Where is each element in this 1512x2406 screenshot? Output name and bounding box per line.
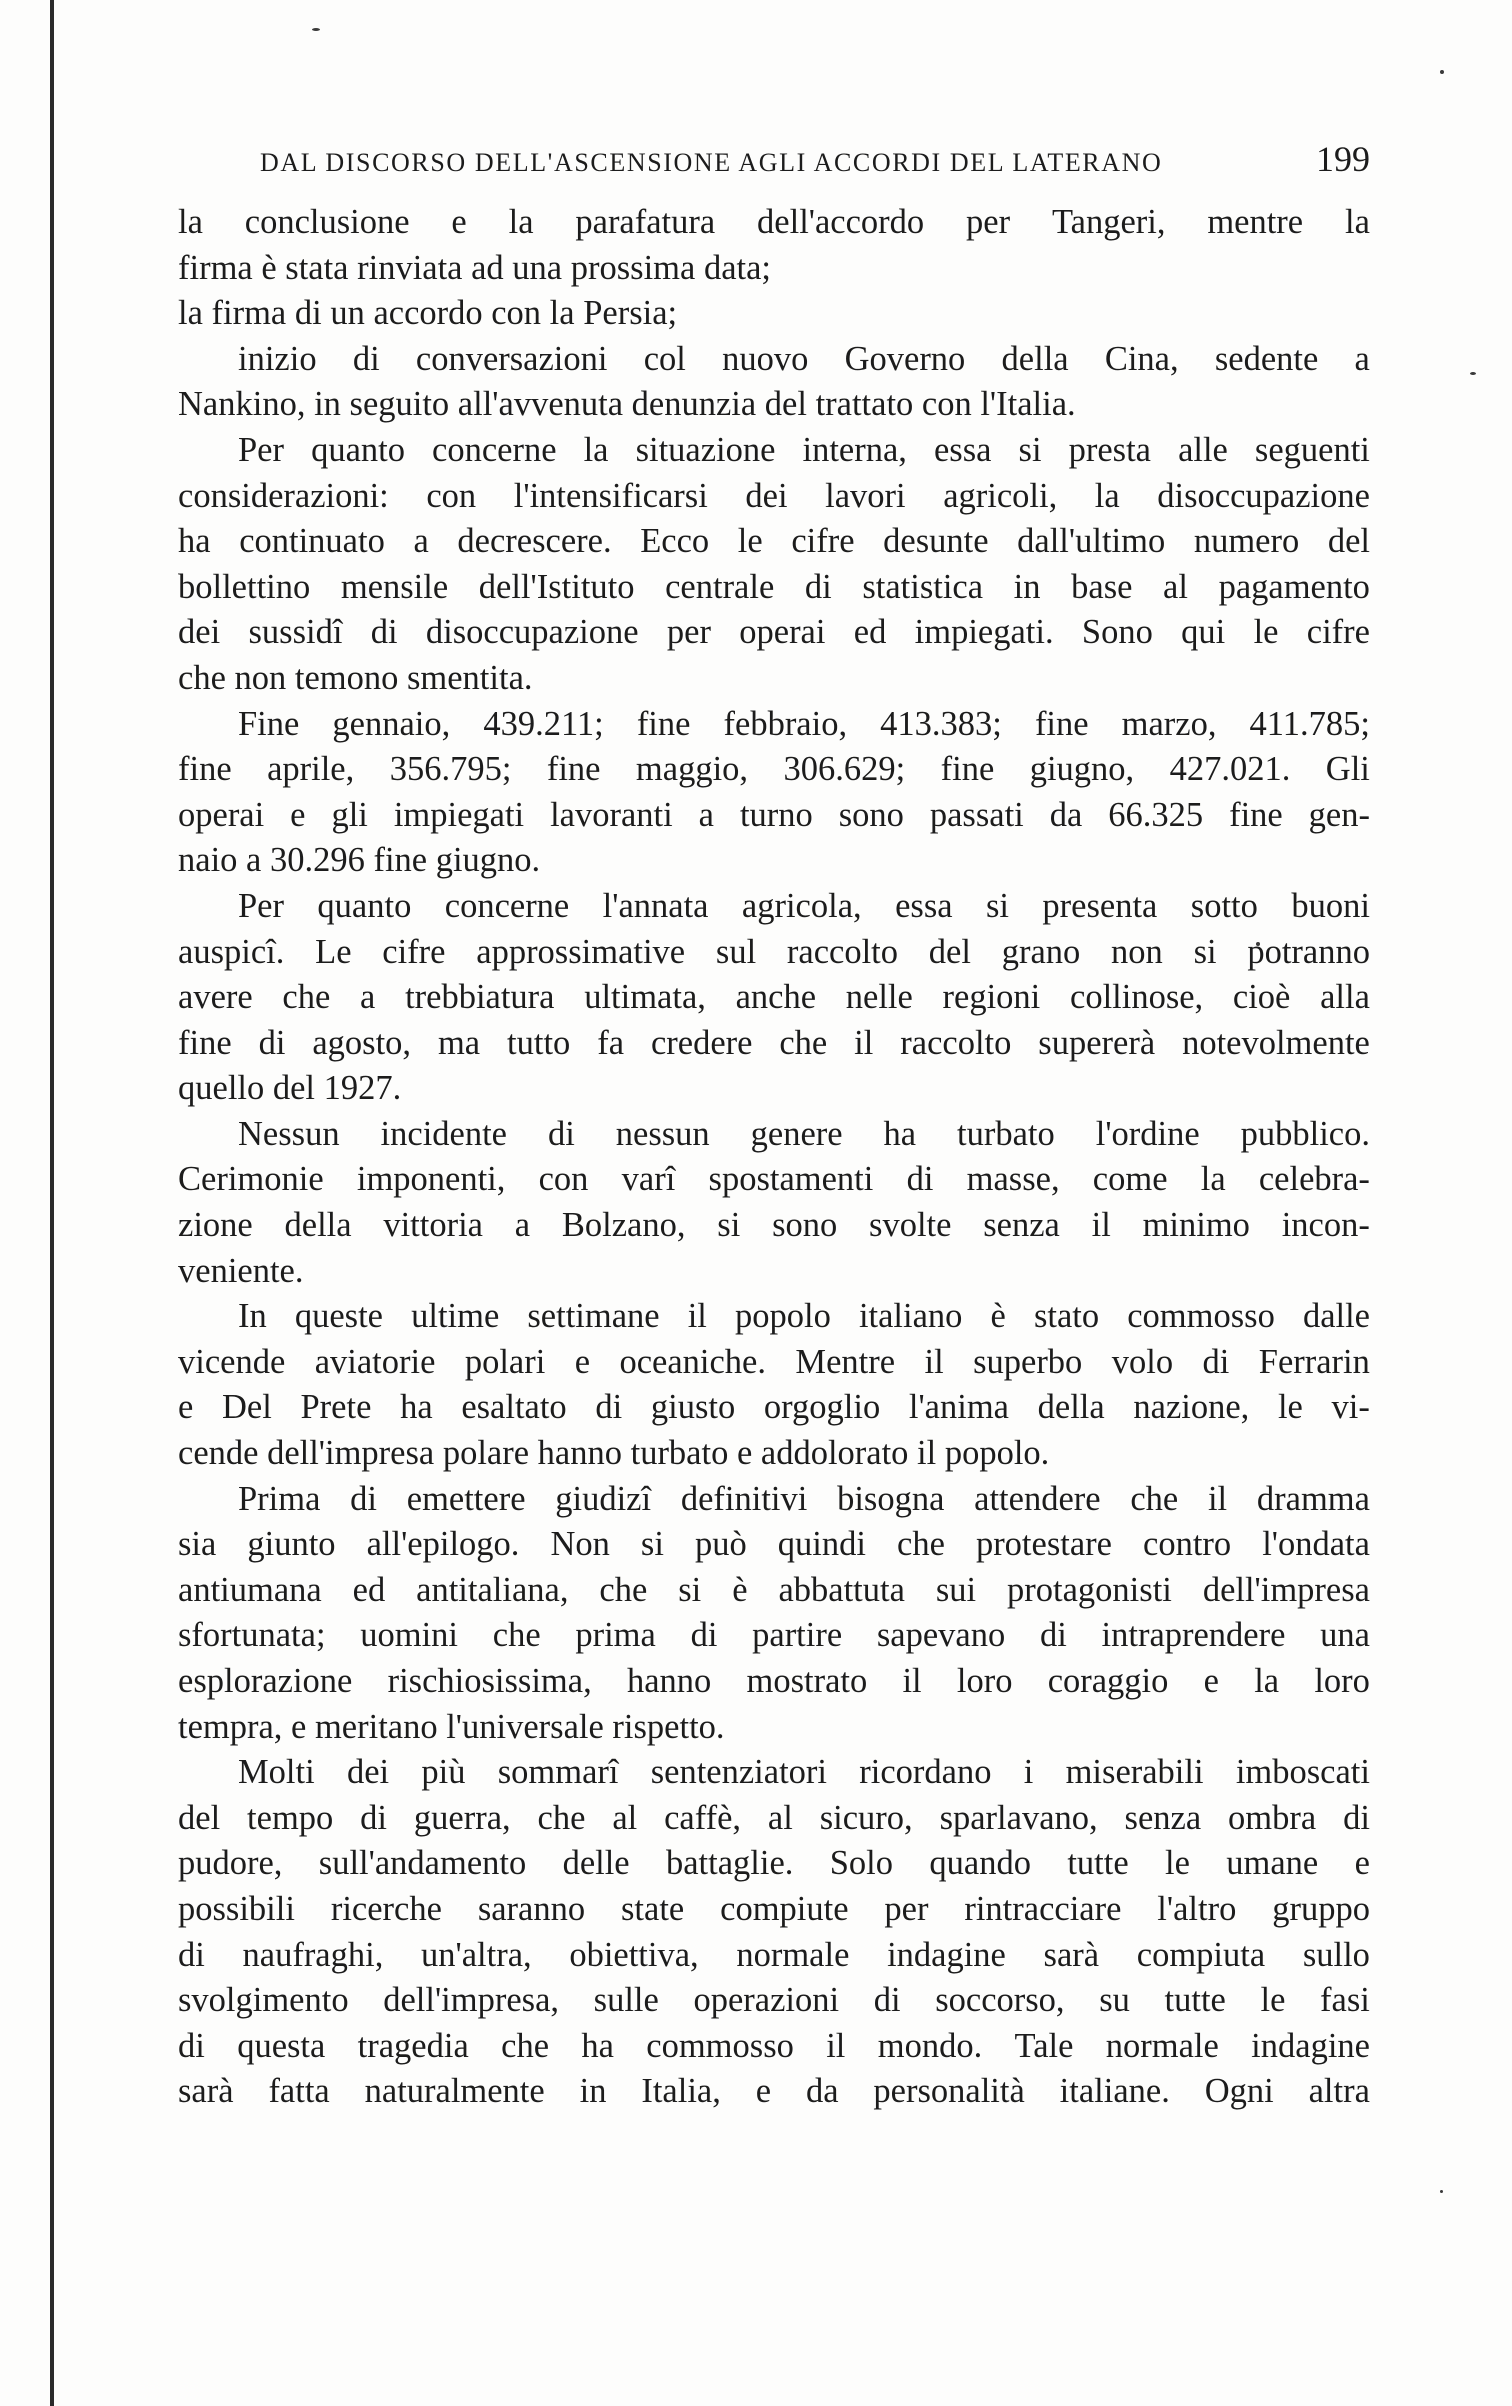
text-line: Cerimonie imponenti, con varî spostamenti di masse, come la celebra-: [178, 1160, 1370, 1199]
text-line: pudore, sull'andamento delle battaglie. Solo quando tutte le umane e: [178, 1844, 1370, 1883]
scan-speck: [1470, 372, 1476, 375]
text-line: sarà fatta naturalmente in Italia, e da personalità italiane. Ogni altra: [178, 2072, 1370, 2111]
text-line: In queste ultime settimane il popolo italiano è stato commosso dalle: [238, 1297, 1370, 1336]
text-line: Nessun incidente di nessun genere ha turbato l'ordine pubblico.: [238, 1114, 1370, 1153]
text-line: fine aprile, 356.795; fine maggio, 306.629; fine giugno, 427.021. Gli: [178, 750, 1370, 789]
text-line: considerazioni: con l'intensificarsi dei lavori agricoli, la disoccupazione: [178, 476, 1370, 515]
text-line: vicende aviatorie polari e oceaniche. Mentre il superbo volo di Ferrarin: [178, 1342, 1370, 1381]
text-line: cende dell'impresa polare hanno turbato e addolorato il popolo.: [178, 1434, 1050, 1473]
text-line: fine di agosto, ma tutto fa credere che il raccolto supererà notevolmente: [178, 1023, 1370, 1062]
text-line: Nankino, in seguito all'avvenuta denunzia del trattato con l'Italia.: [178, 385, 1076, 424]
text-line: del tempo di guerra, che al caffè, al sicuro, sparlavano, senza ombra di: [178, 1798, 1370, 1837]
text-line: tempra, e meritano l'universale rispetto.: [178, 1707, 725, 1746]
text-line: auspicî. Le cifre approssimative sul raccolto del grano non si potranno: [178, 932, 1370, 971]
text-line: firma è stata rinviata ad una prossima data;: [178, 248, 771, 287]
text-line: quello del 1927.: [178, 1069, 402, 1108]
text-line: dei sussidî di disoccupazione per operai ed impiegati. Sono qui le cifre: [178, 613, 1370, 652]
page-number: 199: [1316, 139, 1370, 179]
text-line: possibili ricerche saranno state compiute per rintracciare l'altro gruppo: [178, 1889, 1370, 1928]
text-line: che non temono smentita.: [178, 658, 533, 697]
text-line: inizio di conversazioni col nuovo Governo della Cina, sedente a: [238, 339, 1370, 378]
text-line: la firma di un accordo con la Persia;: [178, 294, 678, 333]
text-line: Fine gennaio, 439.211; fine febbraio, 413.383; fine marzo, 411.785;: [238, 704, 1370, 743]
text-line: e Del Prete ha esaltato di giusto orgoglio l'anima della nazione, le vi-: [178, 1388, 1370, 1427]
scan-speck: [1440, 70, 1444, 74]
text-line: zione della vittoria a Bolzano, si sono svolte senza il minimo incon-: [178, 1206, 1370, 1245]
text-line: ha continuato a decrescere. Ecco le cifre desunte dall'ultimo numero del: [178, 522, 1370, 561]
binding-edge-line: [50, 0, 54, 2406]
text-line: di naufraghi, un'altra, obiettiva, normale indagine sarà compiuta sullo: [178, 1935, 1370, 1974]
running-title: DAL DISCORSO DELL'ASCENSIONE AGLI ACCORDI DEL LATERANO: [260, 148, 1163, 177]
text-line: avere che a trebbiatura ultimata, anche nelle regioni collinose, cioè alla: [178, 978, 1370, 1017]
text-line: Molti dei più sommarî sentenziatori ricordano i miserabili imboscati: [238, 1753, 1370, 1792]
text-line: operai e gli impiegati lavoranti a turno sono passati da 66.325 fine gen-: [178, 795, 1370, 834]
text-line: Per quanto concerne l'annata agricola, essa si presenta sotto buoni: [238, 886, 1370, 925]
scan-speck: [1440, 2190, 1443, 2193]
text-line: veniente.: [178, 1251, 304, 1290]
body-text: [178, 200, 1370, 2115]
text-line: di questa tragedia che ha commosso il mondo. Tale normale indagine: [178, 2026, 1370, 2065]
text-line: naio a 30.296 fine giugno.: [178, 841, 541, 880]
text-line: la conclusione e la parafatura dell'accordo per Tangeri, mentre la: [178, 203, 1370, 241]
text-line: Per quanto concerne la situazione interna, essa si presta alle seguenti: [238, 430, 1370, 469]
text-line: bollettino mensile dell'Istituto centrale di statistica in base al pagamento: [178, 567, 1370, 606]
text-line: svolgimento dell'impresa, sulle operazioni di soccorso, su tutte le fasi: [178, 1981, 1370, 2020]
text-line: sia giunto all'epilogo. Non si può quindi che protestare contro l'ondata: [178, 1525, 1370, 1564]
text-line: sfortunata; uomini che prima di partire sapevano di intraprendere una: [178, 1616, 1370, 1655]
text-line: antiumana ed antitaliana, che si è abbattuta sui protagonisti dell'impresa: [178, 1570, 1370, 1609]
text-line: Prima di emettere giudizî definitivi bisogna attendere che il dramma: [238, 1479, 1370, 1518]
running-head: [260, 138, 1370, 178]
text-line: esplorazione rischiosissima, hanno mostrato il loro coraggio e la loro: [178, 1662, 1370, 1700]
scan-speck: [312, 28, 320, 31]
